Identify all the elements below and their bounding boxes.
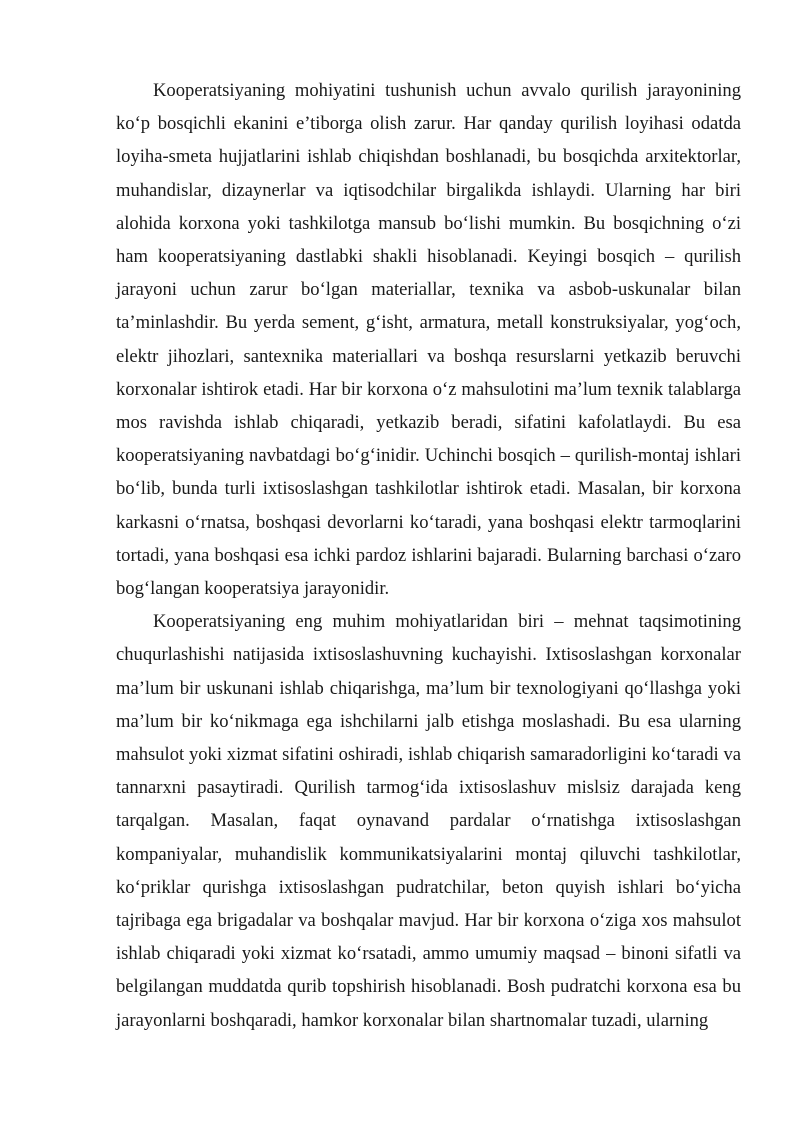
document-body [116,74,741,1037]
paragraph: Kooperatsiyaning mohiyatini tushunish uchun avvalo qurilish jarayonining ko‘p bosqichli ekanini e’tiborga olish zarur. Har qanday qurilish loyihasi odatda loyiha-smeta hujjatlarini ishlab chiqishdan boshlanadi, bu bosqichda arxitektorlar, muhandislar, dizaynerlar va iqtisodchilar birgalikda ishlaydi. Ularning har biri alohida korxona yoki tashkilotga mansub bo‘lishi mumkin. Bu bosqichning o‘zi ham kooperatsiyaning dastlabki shakli hisoblanadi. Keyingi bosqich – qurilish jarayoni uchun zarur bo‘lgan materiallar, texnika va asbob-uskunalar bilan ta’minlashdir. Bu yerda sement, g‘isht, armatura, metall konstruksiyalar, yog‘och, elektr jihozlari, santexnika materiallari va boshqa resurslarni yetkazib beruvchi korxonalar ishtirok etadi. Har bir korxona o‘z mahsulotini ma’lum texnik talablarga mos ravishda ishlab chiqaradi, yetkazib beradi, sifatini kafolatlaydi. Bu esa kooperatsiyaning navbatdagi bo‘g‘inidir. Uchinchi bosqich – qurilish-montaj ishlari bo‘lib, bunda turli ixtisoslashgan tashkilotlar ishtirok etadi. Masalan, bir korxona karkasni o‘rnatsa, boshqasi devorlarni ko‘taradi, yana boshqasi elektr tarmoqlarini tortadi, yana boshqasi esa ichki pardoz ishlarini bajaradi. Bularning barchasi o‘zaro bog‘langan kooperatsiya jarayonidir. [116,80,741,600]
paragraph: Kooperatsiyaning eng muhim mohiyatlaridan biri – mehnat taqsimotining chuqurlashishi natijasida ixtisoslashuvning kuchayishi. Ixtisoslashgan korxonalar ma’lum bir uskunani ishlab chiqarishga, ma’lum bir texnologiyani qo‘llashga yoki ma’lum bir ko‘nikmaga ega ishchilarni jalb etishga moslashadi. Bu esa ularning mahsulot yoki xizmat sifatini oshiradi, ishlab chiqarish samaradorligini ko‘taradi va tannarxni pasaytiradi. Qurilish tarmog‘ida ixtisoslashuv mislsiz darajada keng tarqalgan. Masalan, faqat oynavand pardalar o‘rnatishga ixtisoslashgan kompaniyalar, muhandislik kommunikatsiyalarini montaj qiluvchi tashkilotlar, ko‘priklar qurishga ixtisoslashgan pudratchilar, beton quyish ishlari bo‘yicha tajribaga ega brigadalar va boshqalar mavjud. Har bir korxona o‘ziga xos mahsulot ishlab chiqaradi yoki xizmat ko‘rsatadi, ammo umumiy maqsad – binoni sifatli va belgilangan muddatda qurib topshirish hisoblanadi. Bosh pudratchi korxona esa bu jarayonlarni boshqaradi, hamkor korxonalar bilan shartnomalar tuzadi, ularning [116,611,741,1031]
